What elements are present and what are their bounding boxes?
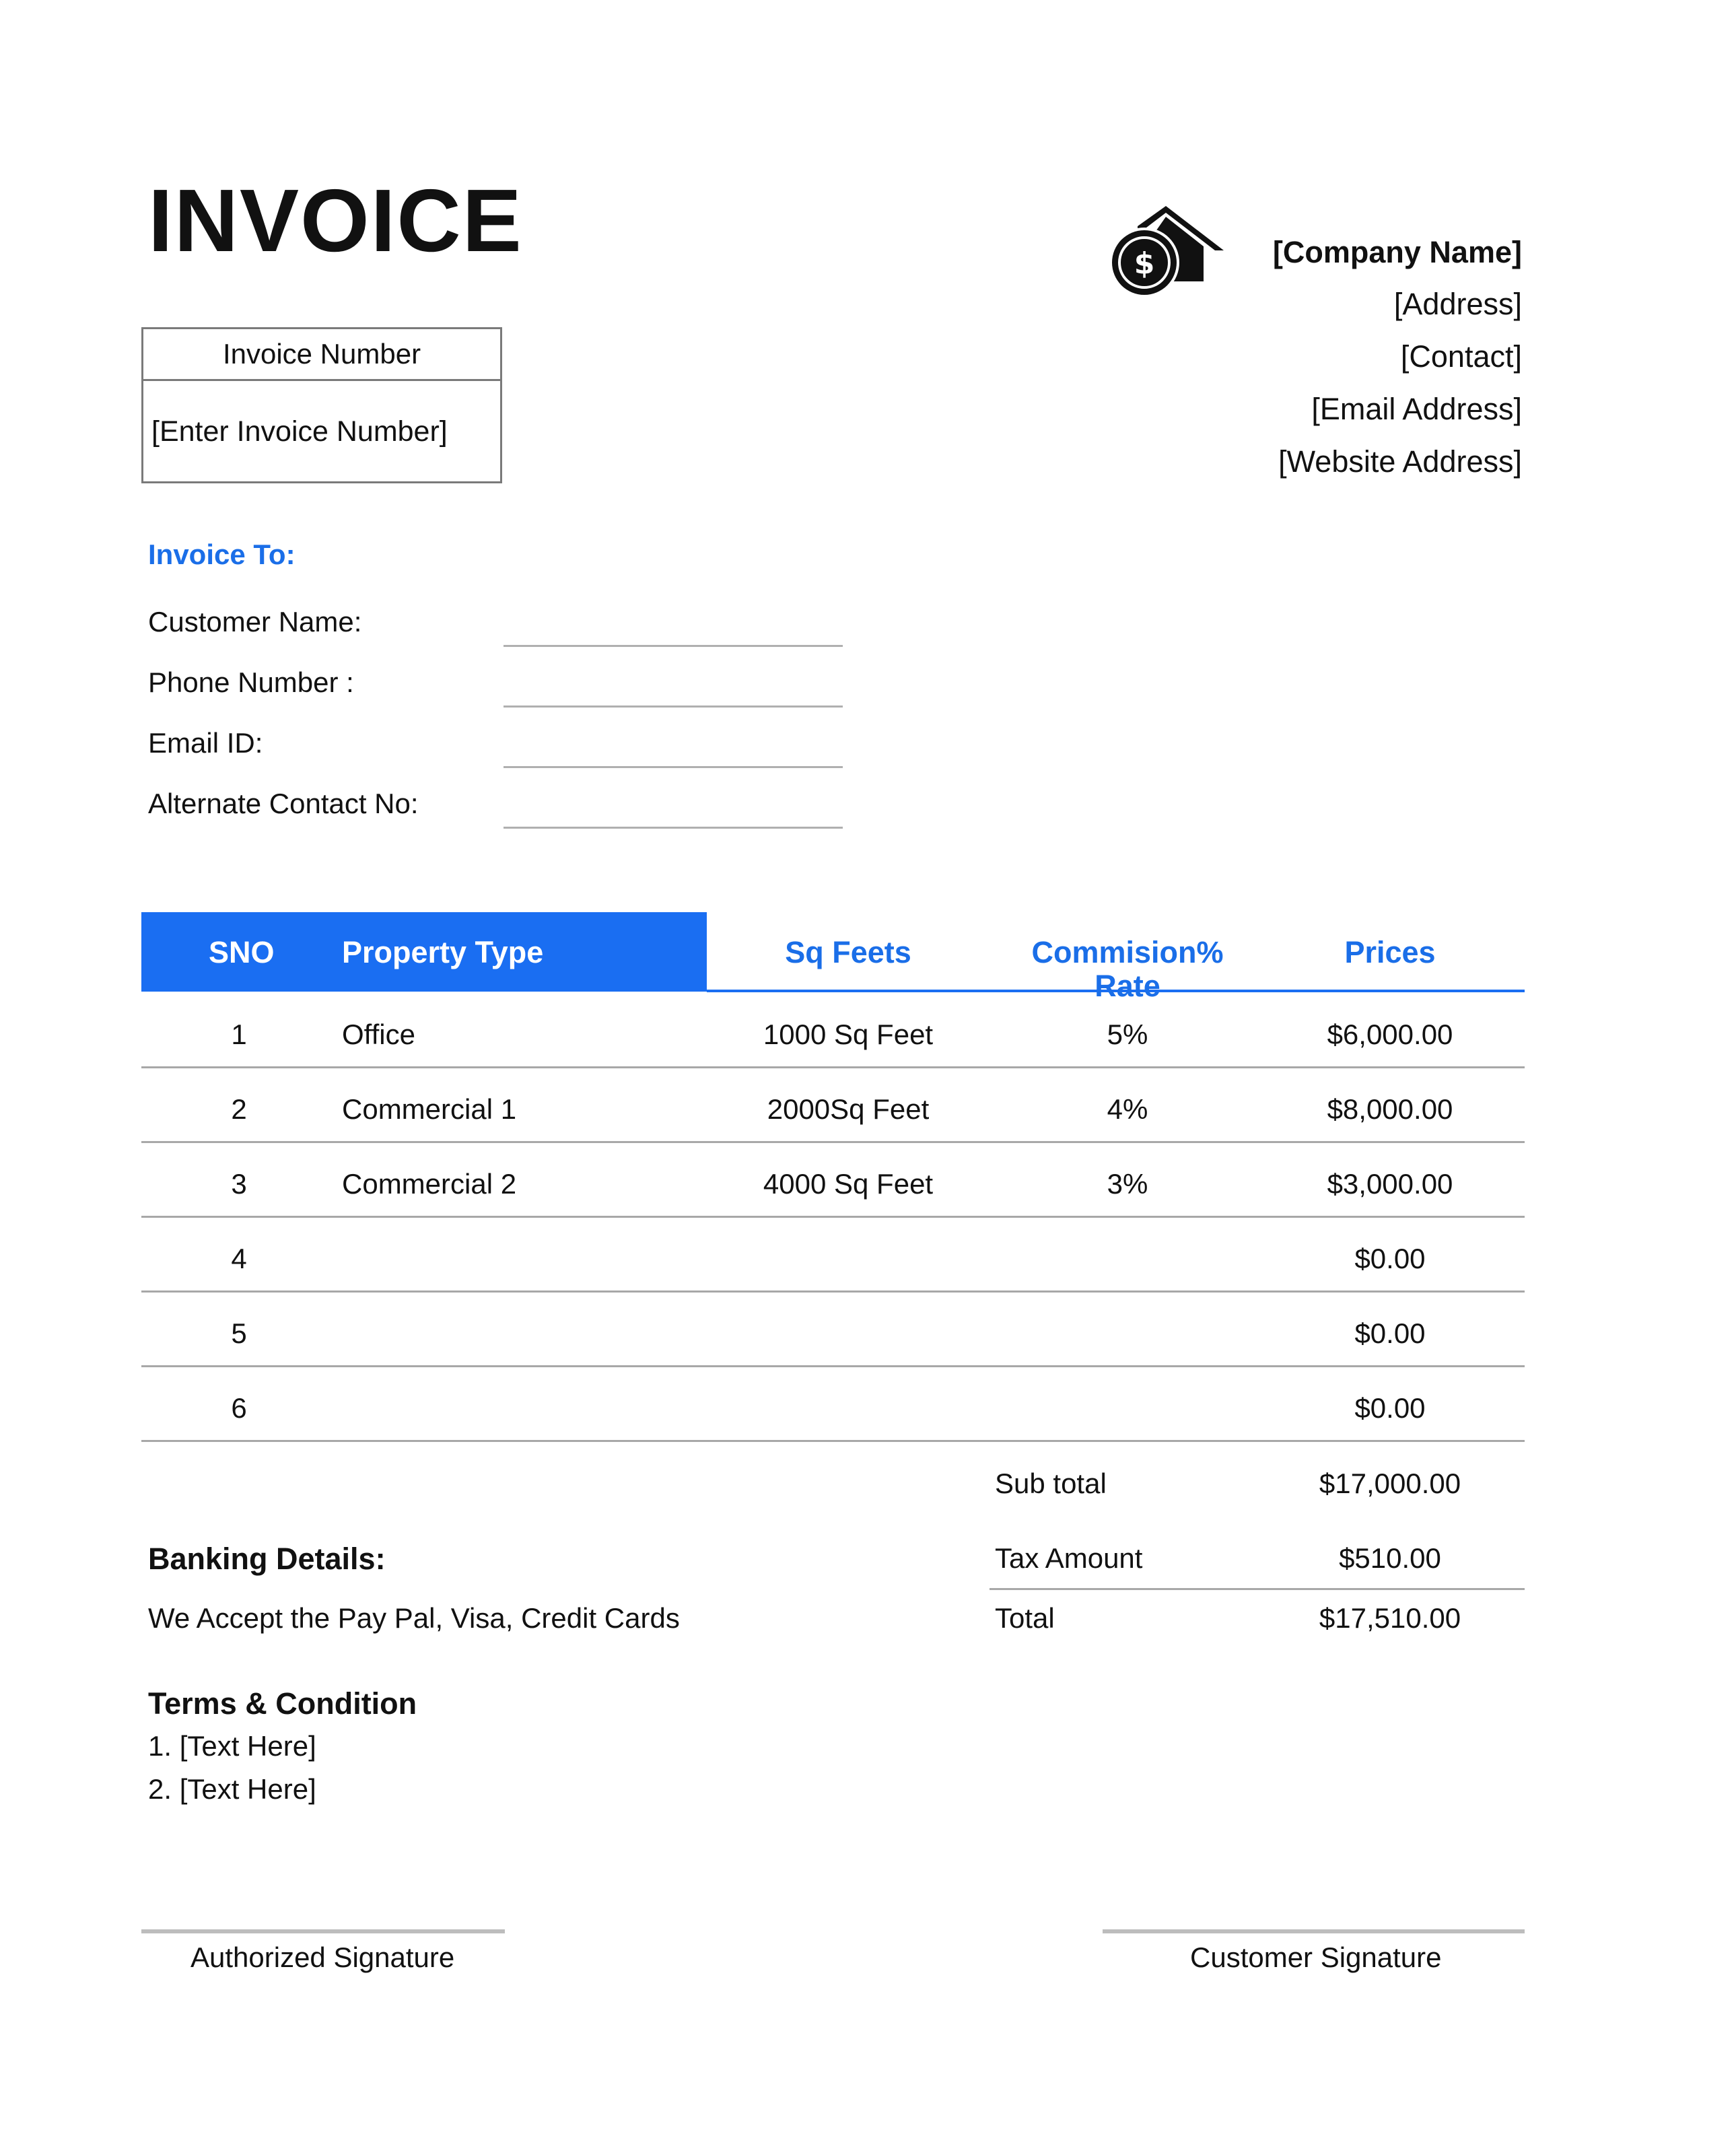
company-website: [Website Address] — [1278, 444, 1522, 479]
header-sq-feets: Sq Feets — [785, 935, 911, 969]
email-id-field[interactable] — [504, 766, 843, 768]
row-rate: 5% — [1107, 1019, 1148, 1050]
customer-name-label: Customer Name: — [148, 606, 362, 638]
authorized-signature-line[interactable] — [141, 1929, 505, 1933]
row-property-type: Office — [342, 1019, 415, 1050]
banking-details-title: Banking Details: — [148, 1542, 386, 1576]
header-property-type: Property Type — [342, 935, 544, 969]
invoice-to-heading: Invoice To: — [148, 539, 296, 570]
row-divider — [141, 1141, 1525, 1143]
terms-title: Terms & Condition — [148, 1686, 417, 1721]
row-price: $6,000.00 — [1327, 1019, 1453, 1050]
alternate-contact-field[interactable] — [504, 827, 843, 829]
invoice-number-field[interactable]: [Enter Invoice Number] — [151, 415, 448, 448]
email-id-label: Email ID: — [148, 727, 263, 759]
row-price: $0.00 — [1354, 1243, 1426, 1274]
svg-text:$: $ — [1134, 246, 1155, 281]
row-divider — [141, 1365, 1525, 1367]
row-divider — [141, 1066, 1525, 1068]
invoice-number-label: Invoice Number — [143, 329, 500, 381]
row-sno: 5 — [231, 1317, 247, 1349]
phone-number-field[interactable] — [504, 705, 843, 708]
total-label: Total — [995, 1602, 1055, 1634]
terms-item: 1. [Text Here] — [148, 1730, 316, 1762]
row-divider — [141, 1290, 1525, 1293]
row-sq-feet: 1000 Sq Feet — [763, 1019, 934, 1050]
customer-signature-label: Customer Signature — [1190, 1941, 1442, 1973]
invoice-number-box — [141, 327, 502, 483]
tax-amount-label: Tax Amount — [995, 1542, 1143, 1574]
total-value: $17,510.00 — [1319, 1602, 1461, 1634]
company-name: [Company Name] — [1272, 235, 1522, 269]
row-sno: 6 — [231, 1392, 247, 1424]
header-sno: SNO — [209, 935, 275, 969]
header-commission-rate: Commision% Rate — [1031, 935, 1224, 1003]
tax-amount-value: $510.00 — [1339, 1542, 1441, 1574]
total-divider — [989, 1588, 1525, 1590]
subtotal-value: $17,000.00 — [1319, 1468, 1461, 1499]
customer-name-field[interactable] — [504, 645, 843, 647]
terms-item: 2. [Text Here] — [148, 1773, 316, 1805]
row-divider — [141, 1216, 1525, 1218]
row-property-type: Commercial 2 — [342, 1168, 517, 1200]
company-email: [Email Address] — [1311, 392, 1522, 426]
row-sno: 1 — [231, 1019, 247, 1050]
row-divider — [141, 1440, 1525, 1442]
row-price: $3,000.00 — [1327, 1168, 1453, 1200]
row-sno: 2 — [231, 1093, 247, 1125]
subtotal-label: Sub total — [995, 1468, 1107, 1499]
row-sq-feet: 4000 Sq Feet — [763, 1168, 934, 1200]
row-sno: 4 — [231, 1243, 247, 1274]
row-price: $8,000.00 — [1327, 1093, 1453, 1125]
row-sq-feet: 2000Sq Feet — [767, 1093, 930, 1125]
invoice-title: INVOICE — [148, 171, 523, 270]
house-dollar-icon — [1104, 202, 1232, 310]
company-contact: [Contact] — [1400, 339, 1522, 374]
customer-signature-line[interactable] — [1103, 1929, 1525, 1933]
banking-details-text: We Accept the Pay Pal, Visa, Credit Cards — [148, 1602, 680, 1634]
row-rate: 3% — [1107, 1168, 1148, 1200]
row-price: $0.00 — [1354, 1392, 1426, 1424]
header-prices: Prices — [1344, 935, 1436, 969]
row-sno: 3 — [231, 1168, 247, 1200]
row-rate: 4% — [1107, 1093, 1148, 1125]
row-property-type: Commercial 1 — [342, 1093, 517, 1125]
phone-number-label: Phone Number : — [148, 666, 354, 698]
company-address: [Address] — [1393, 287, 1522, 321]
row-price: $0.00 — [1354, 1317, 1426, 1349]
alternate-contact-label: Alternate Contact No: — [148, 788, 419, 819]
authorized-signature-label: Authorized Signature — [190, 1941, 455, 1973]
